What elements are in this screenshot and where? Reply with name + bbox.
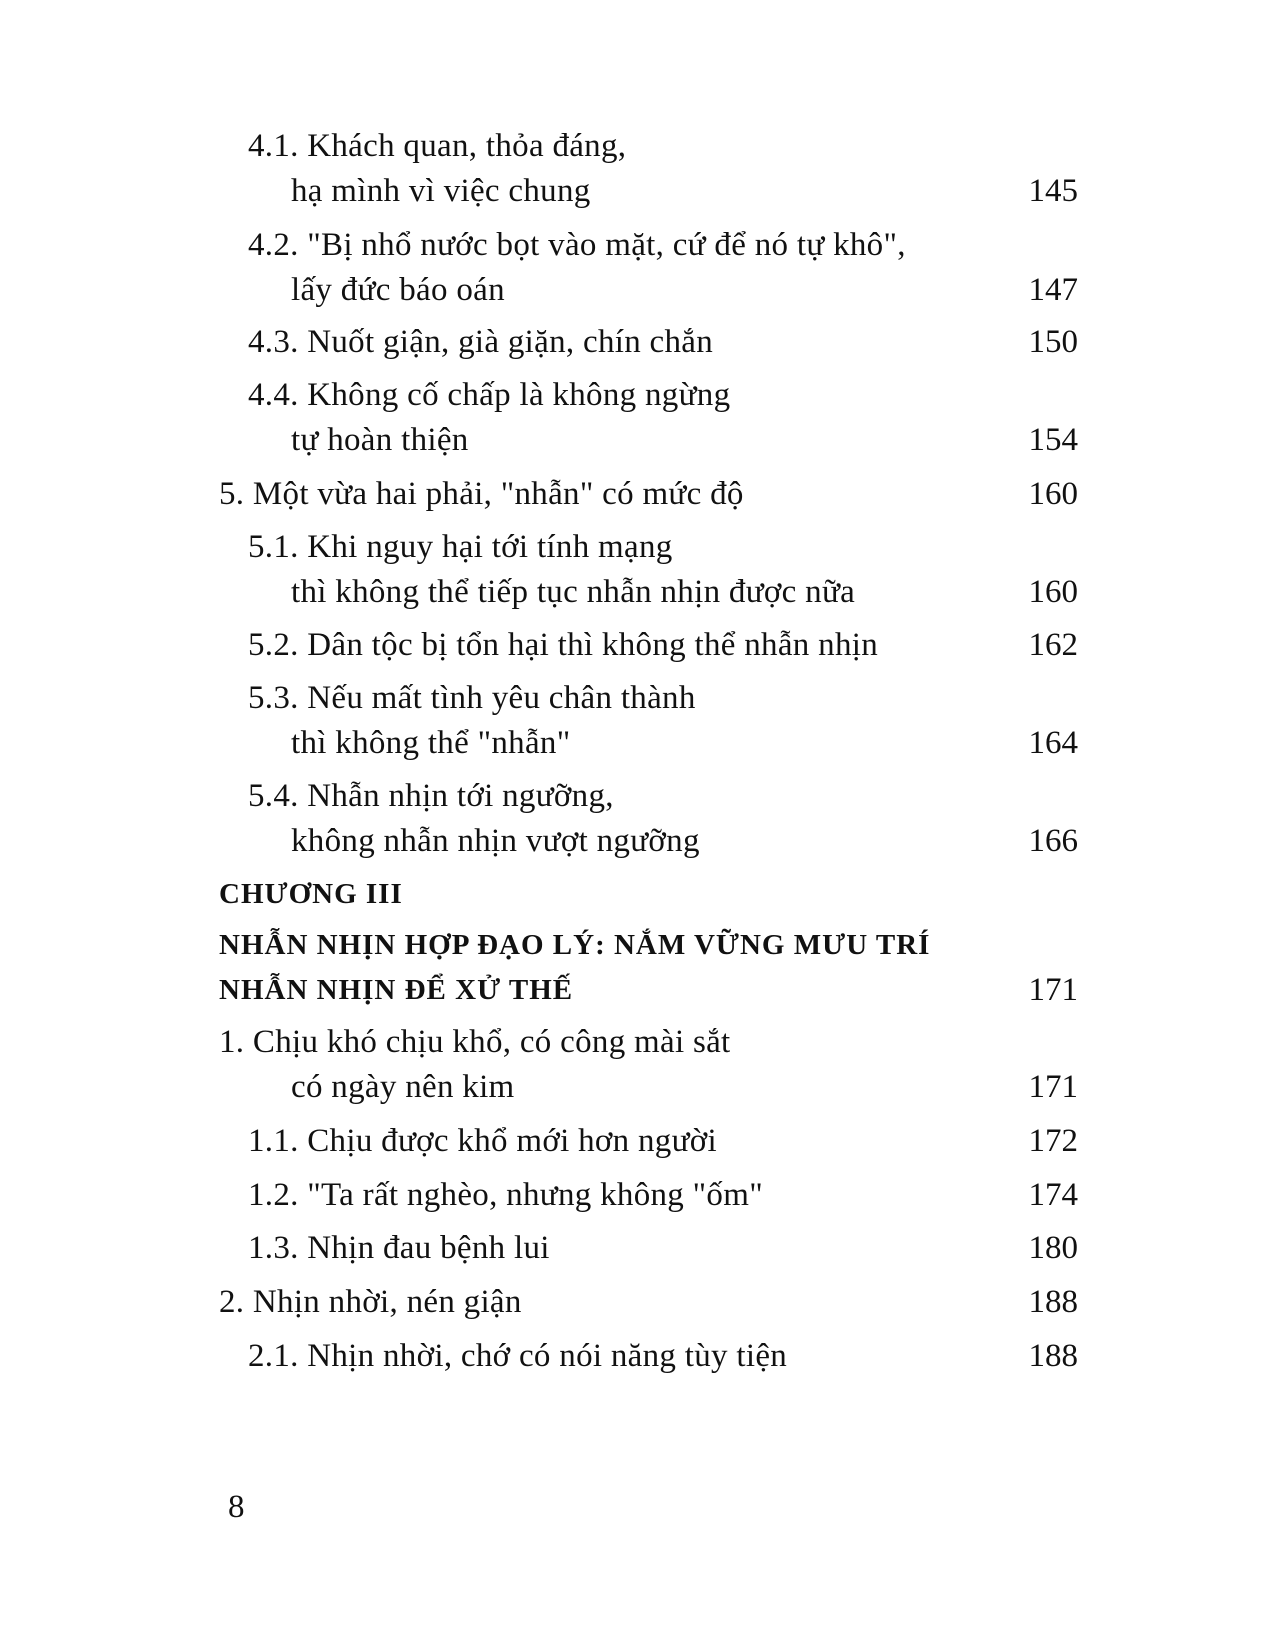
toc-page-number: 160 [1028, 574, 1078, 610]
toc-entry-title: 4.4. Không cố chấp là không ngừng [248, 377, 731, 413]
toc-page-number: 145 [1028, 173, 1078, 209]
toc-entry-title: 1.2. "Ta rất nghèo, nhưng không "ốm" [248, 1177, 763, 1213]
toc-page-number: 160 [1028, 476, 1078, 512]
toc-entry-title: NHẪN NHỊN HỢP ĐẠO LÝ: NẮM VỮNG MƯU TRÍ [219, 929, 931, 961]
toc-page-number: 174 [1028, 1177, 1078, 1213]
toc-entry-title-continued: lấy đức báo oán [291, 272, 505, 308]
toc-entry-title: 4.2. "Bị nhổ nước bọt vào mặt, cứ để nó tự khô", [248, 227, 906, 263]
page-number: 8 [228, 1489, 245, 1525]
toc-entry-title: 2.1. Nhịn nhời, chớ có nói năng tùy tiện [248, 1338, 788, 1374]
toc-entry-title-continued: có ngày nên kim [291, 1069, 515, 1105]
toc-entry-title: CHƯƠNG III [219, 878, 403, 910]
toc-entry-title: 1. Chịu khó chịu khổ, có công mài sắt [219, 1024, 731, 1060]
toc-page-number: 154 [1028, 422, 1078, 458]
toc-page-number: 147 [1028, 272, 1078, 308]
toc-page-number: 171 [1028, 972, 1078, 1008]
toc-entry-title-continued: thì không thể "nhẫn" [291, 725, 571, 761]
toc-entry-title-continued: không nhẫn nhịn vượt ngưỡng [291, 823, 700, 859]
toc-page-number: 150 [1028, 324, 1078, 360]
toc-entry-title: 5.2. Dân tộc bị tổn hại thì không thể nhẫn nhịn [248, 627, 879, 663]
toc-entry-title: 4.3. Nuốt giận, già giặn, chín chắn [248, 324, 714, 360]
toc-page-number: 188 [1028, 1338, 1078, 1374]
toc-entry-title: 5.3. Nếu mất tình yêu chân thành [248, 680, 696, 716]
toc-page-number: 180 [1028, 1230, 1078, 1266]
toc-entry-title-continued: NHẪN NHỊN ĐỂ XỬ THẾ [219, 974, 574, 1006]
toc-page-number: 171 [1028, 1069, 1078, 1105]
toc-entry-title: 1.3. Nhịn đau bệnh lui [248, 1230, 550, 1266]
toc-page-number: 172 [1028, 1123, 1078, 1159]
toc-page-number: 166 [1028, 823, 1078, 859]
toc-entry-title: 4.1. Khách quan, thỏa đáng, [248, 128, 627, 164]
toc-entry-title: 5. Một vừa hai phải, "nhẫn" có mức độ [219, 476, 744, 512]
toc-page-number: 164 [1028, 725, 1078, 761]
toc-entry-title: 5.1. Khi nguy hại tới tính mạng [248, 529, 673, 565]
toc-page-number: 188 [1028, 1284, 1078, 1320]
toc-entry-title-continued: hạ mình vì việc chung [291, 173, 591, 209]
toc-entry-title: 1.1. Chịu được khổ mới hơn người [248, 1123, 718, 1159]
toc-entry-title: 2. Nhịn nhời, nén giận [219, 1284, 522, 1320]
toc-entry-title-continued: tự hoàn thiện [291, 422, 469, 458]
toc-entry-title-continued: thì không thể tiếp tục nhẫn nhịn được nữa [291, 574, 856, 610]
toc-entry-title: 5.4. Nhẫn nhịn tới ngưỡng, [248, 778, 614, 814]
toc-page-number: 162 [1028, 627, 1078, 663]
